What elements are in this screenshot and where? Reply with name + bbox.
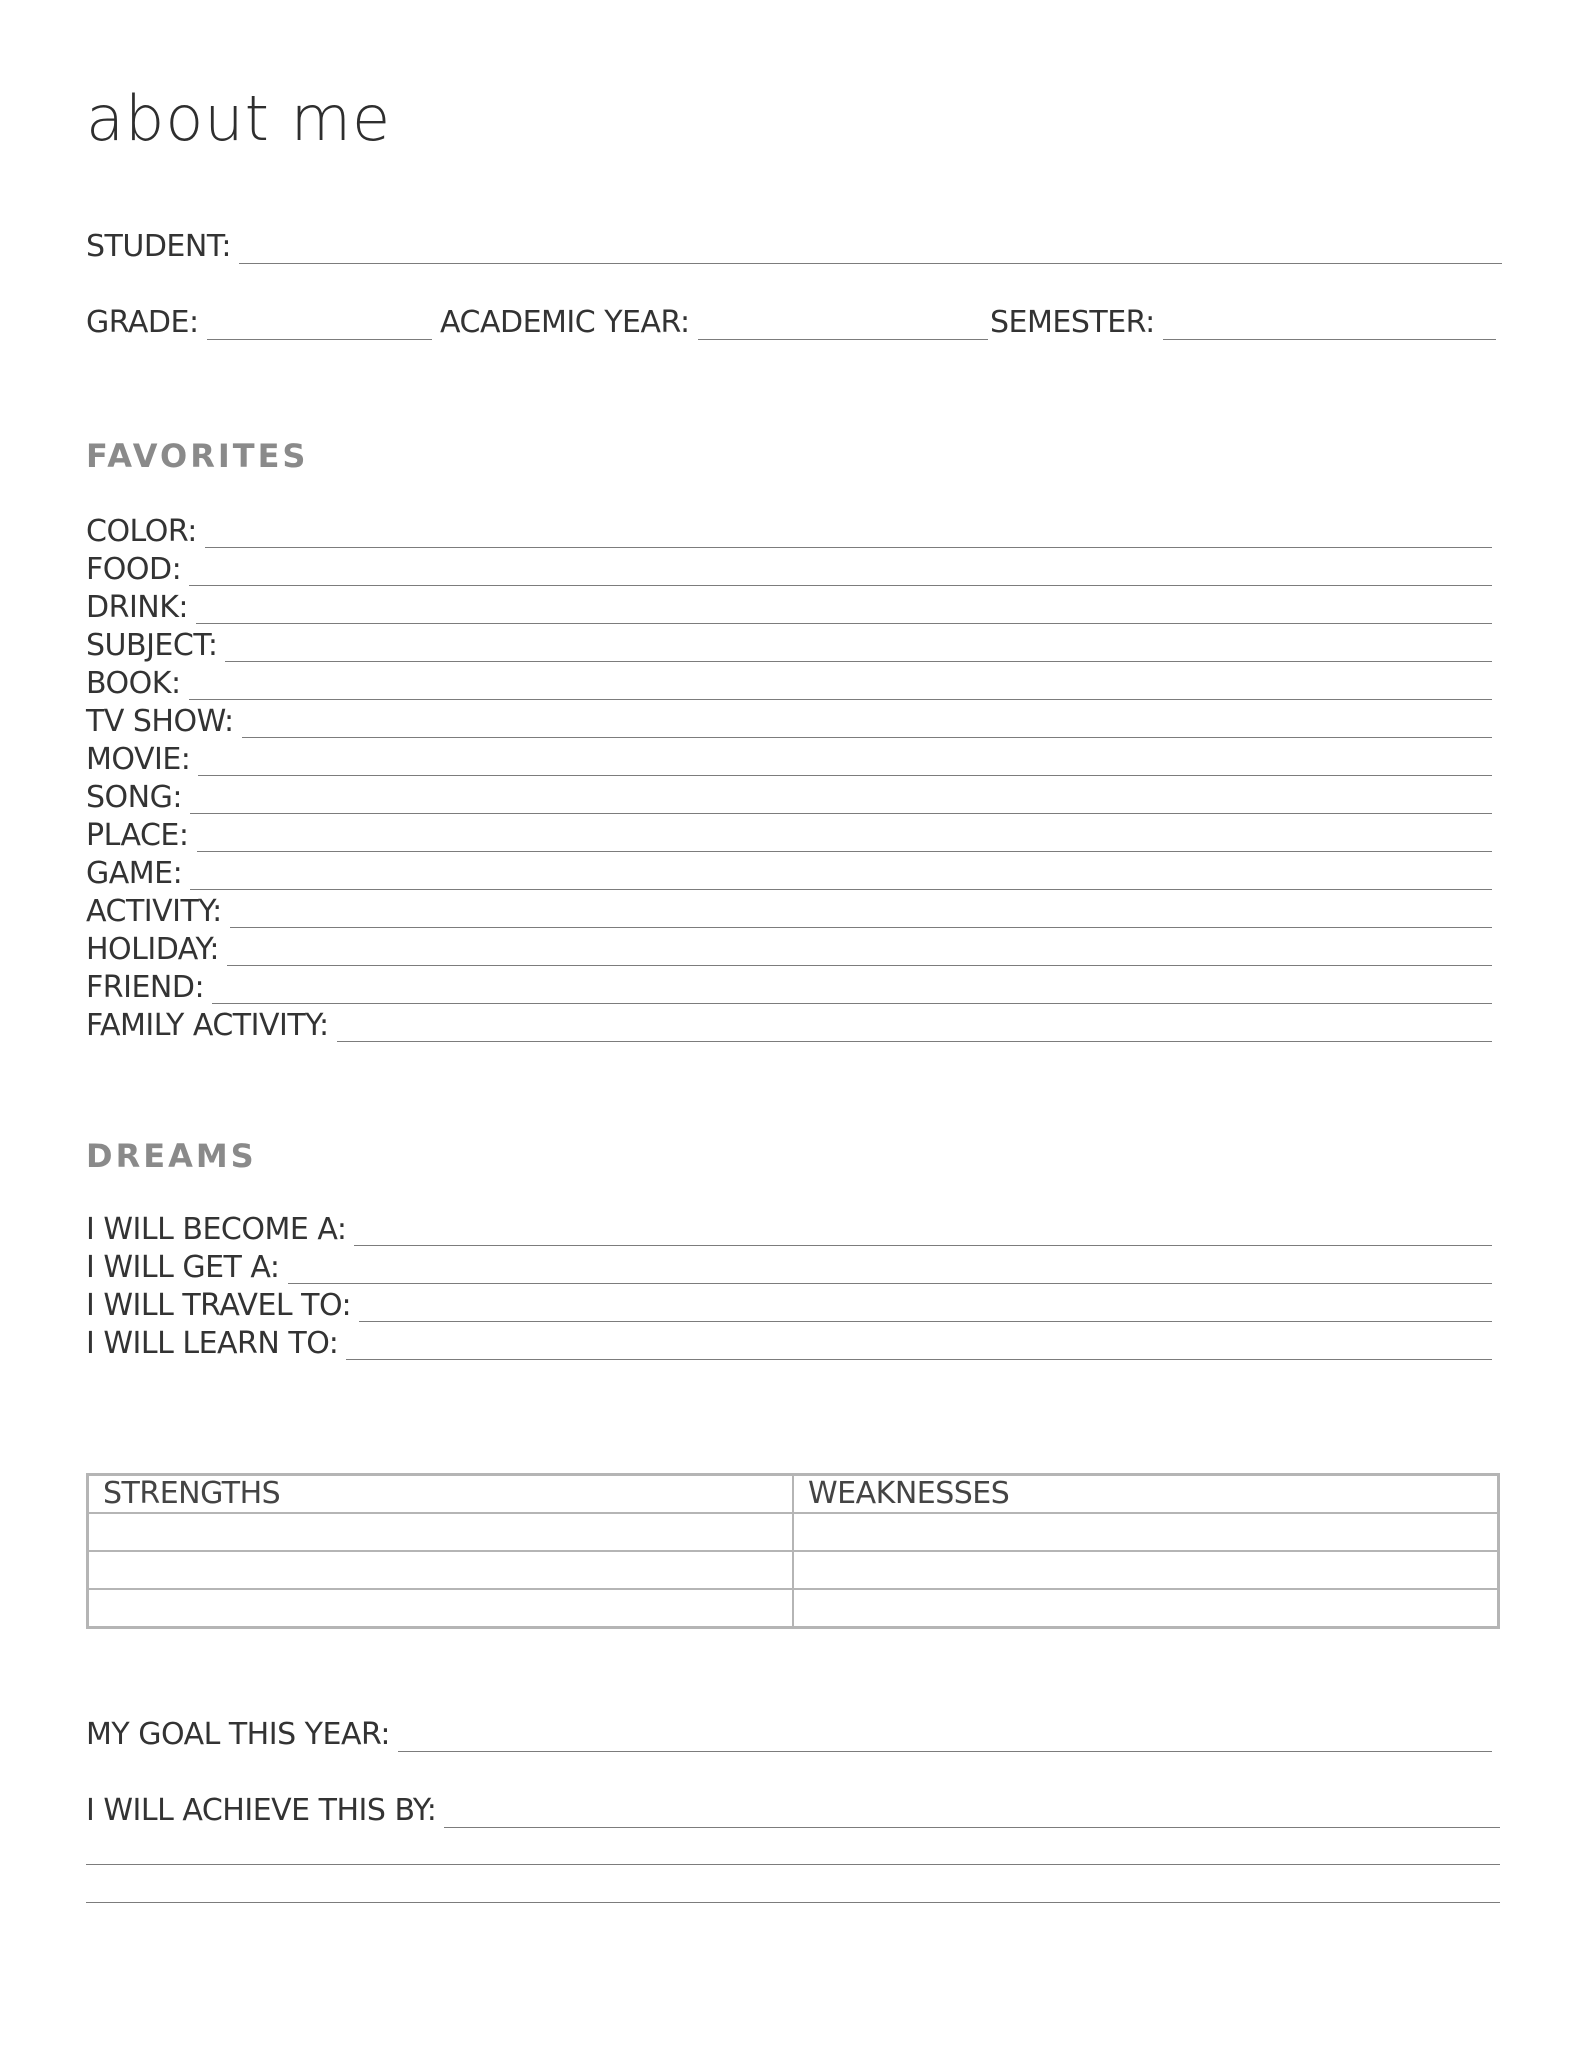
semester-line[interactable] bbox=[1163, 339, 1496, 340]
dream-travel-line[interactable] bbox=[359, 1321, 1492, 1322]
grade-label: GRADE: bbox=[86, 305, 199, 340]
dreams-heading: DREAMS bbox=[86, 1137, 257, 1175]
favorite-book-line[interactable] bbox=[189, 699, 1492, 700]
achieve-line[interactable] bbox=[444, 1827, 1500, 1828]
favorite-family-activity-field[interactable] bbox=[86, 1004, 1492, 1042]
academic-year-label: ACADEMIC YEAR: bbox=[440, 305, 690, 340]
favorite-food-label: FOOD: bbox=[86, 552, 182, 587]
favorite-movie-field[interactable] bbox=[86, 738, 1492, 776]
dream-learn-line[interactable] bbox=[346, 1359, 1492, 1360]
favorite-book-label: BOOK: bbox=[86, 666, 181, 701]
favorite-activity-label: ACTIVITY: bbox=[86, 894, 222, 929]
goal-field[interactable] bbox=[86, 1712, 1492, 1752]
favorite-tv-show-line[interactable] bbox=[242, 737, 1492, 738]
weakness-cell[interactable] bbox=[793, 1513, 1499, 1551]
grade-line[interactable] bbox=[207, 339, 432, 340]
favorite-subject-field[interactable] bbox=[86, 624, 1492, 662]
weakness-cell[interactable] bbox=[793, 1551, 1499, 1589]
favorite-game-line[interactable] bbox=[190, 889, 1492, 890]
favorite-friend-line[interactable] bbox=[212, 1003, 1492, 1004]
favorite-family-activity-label: FAMILY ACTIVITY: bbox=[86, 1008, 329, 1043]
favorite-holiday-line[interactable] bbox=[227, 965, 1492, 966]
table-row bbox=[88, 1551, 1499, 1589]
grade-field[interactable] bbox=[86, 300, 432, 340]
favorite-food-line[interactable] bbox=[189, 585, 1492, 586]
dream-become-line[interactable] bbox=[354, 1245, 1492, 1246]
dream-travel-label: I WILL TRAVEL TO: bbox=[86, 1288, 352, 1323]
weaknesses-header: WEAKNESSES bbox=[793, 1475, 1499, 1514]
favorite-game-label: GAME: bbox=[86, 856, 183, 891]
dream-learn-field[interactable] bbox=[86, 1322, 1492, 1360]
student-label: STUDENT: bbox=[86, 229, 231, 264]
strength-cell[interactable] bbox=[88, 1589, 794, 1628]
dream-become-field[interactable] bbox=[86, 1208, 1492, 1246]
dream-travel-field[interactable] bbox=[86, 1284, 1492, 1322]
favorite-tv-show-field[interactable] bbox=[86, 700, 1492, 738]
favorite-game-field[interactable] bbox=[86, 852, 1492, 890]
student-line[interactable] bbox=[239, 263, 1502, 264]
achieve-field[interactable] bbox=[86, 1788, 1500, 1828]
table-row bbox=[88, 1513, 1499, 1551]
favorite-activity-field[interactable] bbox=[86, 890, 1492, 928]
favorite-friend-label: FRIEND: bbox=[86, 970, 205, 1005]
favorite-song-line[interactable] bbox=[190, 813, 1492, 814]
dream-learn-label: I WILL LEARN TO: bbox=[86, 1326, 339, 1361]
favorite-movie-label: MOVIE: bbox=[86, 742, 191, 777]
favorite-subject-label: SUBJECT: bbox=[86, 628, 218, 663]
favorites-heading: FAVORITES bbox=[86, 437, 309, 475]
page-title: about me bbox=[86, 82, 392, 155]
favorite-holiday-label: HOLIDAY: bbox=[86, 932, 219, 967]
favorites-list bbox=[86, 510, 1492, 1042]
favorite-song-field[interactable] bbox=[86, 776, 1492, 814]
favorite-place-label: PLACE: bbox=[86, 818, 189, 853]
student-field[interactable] bbox=[86, 224, 1502, 264]
favorite-friend-field[interactable] bbox=[86, 966, 1492, 1004]
semester-field[interactable] bbox=[990, 300, 1496, 340]
favorite-subject-line[interactable] bbox=[225, 661, 1492, 662]
achieve-extra-line-2[interactable] bbox=[86, 1902, 1500, 1903]
favorite-family-activity-line[interactable] bbox=[337, 1041, 1492, 1042]
academic-year-line[interactable] bbox=[698, 339, 988, 340]
favorite-book-field[interactable] bbox=[86, 662, 1492, 700]
favorite-holiday-field[interactable] bbox=[86, 928, 1492, 966]
favorite-activity-line[interactable] bbox=[230, 927, 1492, 928]
dream-become-label: I WILL BECOME A: bbox=[86, 1212, 347, 1247]
dreams-list bbox=[86, 1208, 1492, 1360]
strength-cell[interactable] bbox=[88, 1513, 794, 1551]
strengths-weaknesses-table bbox=[86, 1473, 1500, 1629]
achieve-extra-line-1[interactable] bbox=[86, 1864, 1500, 1865]
favorite-food-field[interactable] bbox=[86, 548, 1492, 586]
favorite-drink-field[interactable] bbox=[86, 586, 1492, 624]
achieve-label: I WILL ACHIEVE THIS BY: bbox=[86, 1793, 437, 1828]
academic-year-field[interactable] bbox=[440, 300, 988, 340]
goal-label: MY GOAL THIS YEAR: bbox=[86, 1717, 390, 1752]
dream-get-label: I WILL GET A: bbox=[86, 1250, 280, 1285]
favorite-place-field[interactable] bbox=[86, 814, 1492, 852]
dream-get-line[interactable] bbox=[288, 1283, 1492, 1284]
favorite-color-field[interactable] bbox=[86, 510, 1492, 548]
goal-line[interactable] bbox=[398, 1751, 1492, 1752]
semester-label: SEMESTER: bbox=[990, 305, 1155, 340]
weakness-cell[interactable] bbox=[793, 1589, 1499, 1628]
table-header-row bbox=[88, 1475, 1499, 1514]
favorite-color-label: COLOR: bbox=[86, 514, 197, 549]
favorite-drink-line[interactable] bbox=[196, 623, 1492, 624]
favorite-place-line[interactable] bbox=[197, 851, 1493, 852]
favorite-drink-label: DRINK: bbox=[86, 590, 189, 625]
favorite-color-line[interactable] bbox=[205, 547, 1492, 548]
favorite-tv-show-label: TV SHOW: bbox=[86, 704, 234, 739]
dream-get-field[interactable] bbox=[86, 1246, 1492, 1284]
strength-cell[interactable] bbox=[88, 1551, 794, 1589]
strengths-header: STRENGTHS bbox=[88, 1475, 794, 1514]
favorite-movie-line[interactable] bbox=[198, 775, 1492, 776]
favorite-song-label: SONG: bbox=[86, 780, 182, 815]
table-row bbox=[88, 1589, 1499, 1628]
